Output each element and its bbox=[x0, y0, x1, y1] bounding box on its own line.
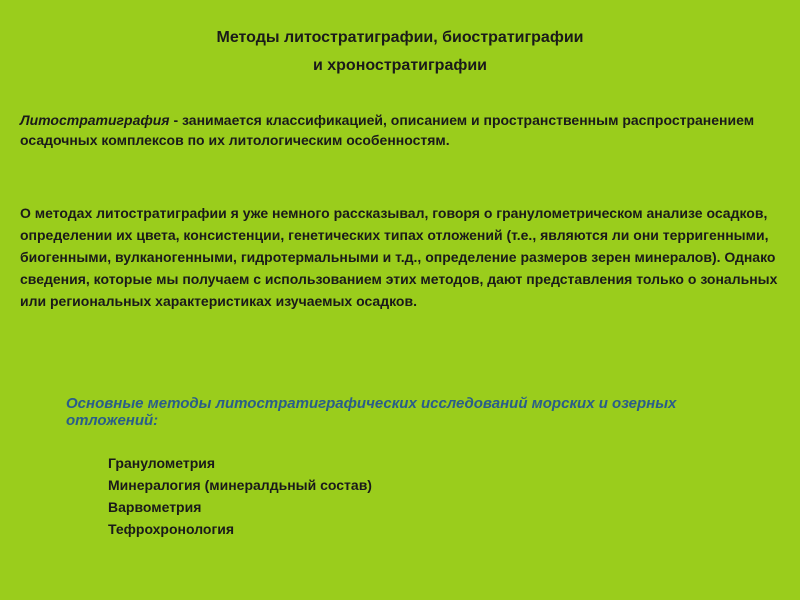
list-item: Тефрохронология bbox=[108, 521, 235, 537]
title-line-2: и хроностратиграфии bbox=[312, 57, 488, 74]
intro-text: - занимается классификацией, описанием и пространственным распространением осадочных комплексов по их литологическим особенностям. bbox=[20, 112, 755, 148]
list-item: Гранулометрия bbox=[108, 455, 216, 471]
intro-definition bbox=[20, 110, 780, 150]
list-item: Варвометрия bbox=[108, 499, 202, 515]
title-line-1: Методы литостратиграфии, биостратиграфии bbox=[216, 29, 584, 46]
methods-paragraph: О методах литостратиграфии я уже немного рассказывал, говоря о гранулометрическом анализе осадков, определении их цвета, консистенции, генетических типах отложений (т.е., являются ли они терригенными, биогенными, вулканогенными, гидротермальными и т.д., определение размеров зерен минералов). Однако сведения, которые мы получаем с использованием этих методов, дают представления только о зональных или региональных характеристиках изучаемых осадков. bbox=[20, 205, 778, 309]
list-item: Минералогия (минералдьный состав) bbox=[108, 477, 372, 493]
intro-term: Литостратиграфия bbox=[20, 112, 170, 128]
slide-title bbox=[0, 24, 800, 80]
methods-list bbox=[108, 452, 372, 540]
methods-heading: Основные методы литостратиграфических исследований морских и озерных отложений: bbox=[66, 395, 677, 429]
